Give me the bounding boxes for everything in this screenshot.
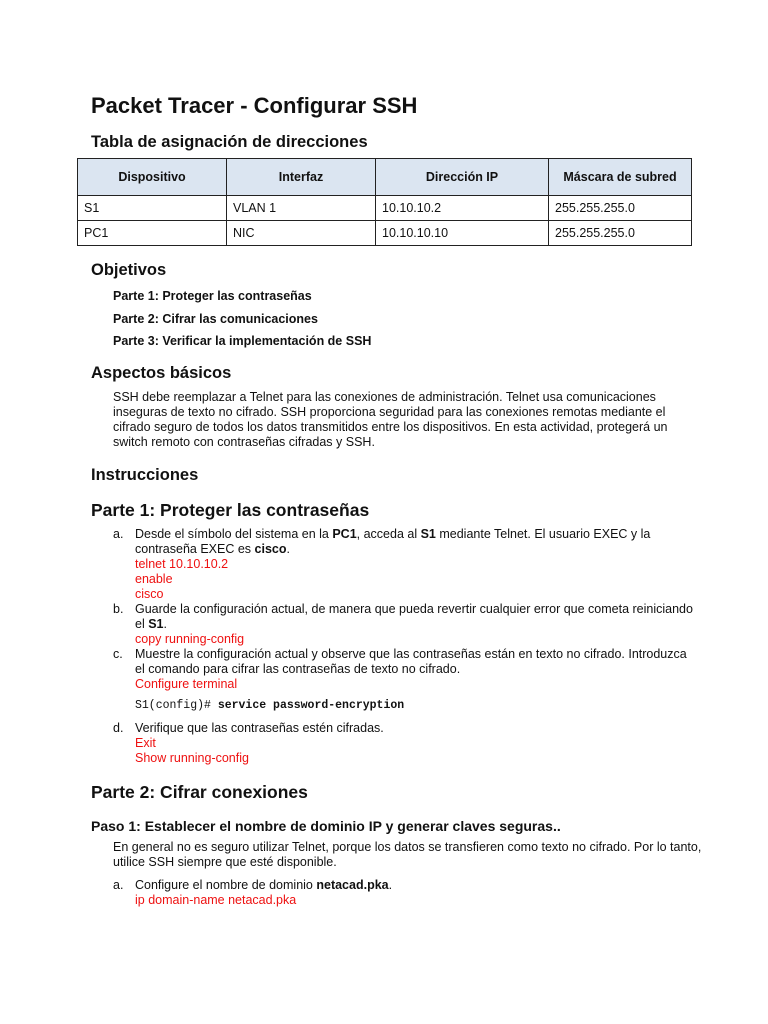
instructions-heading: Instrucciones xyxy=(91,466,199,484)
part1-heading: Parte 1: Proteger las contraseñas xyxy=(91,500,370,520)
step-text: Muestre la configuración actual y observe que las contraseñas están en texto no cifrado. Introduzca el comando para cifrar las contraseñas de texto no cifrado. xyxy=(135,647,687,676)
table-cell: 10.10.10.10 xyxy=(376,221,549,246)
table-cell: PC1 xyxy=(78,221,227,246)
step-label: d. xyxy=(113,721,124,735)
step-label: a. xyxy=(113,878,124,892)
table-cell: 255.255.255.0 xyxy=(549,221,692,246)
step-body xyxy=(135,602,695,647)
cli-prompt: S1(config)# xyxy=(135,699,218,712)
step-text: Verifique que las contraseñas estén cifradas. xyxy=(135,721,384,735)
table-row xyxy=(78,196,692,221)
header-cell: Interfaz xyxy=(227,159,376,196)
part2-heading: Parte 2: Cifrar conexiones xyxy=(91,782,308,802)
page-title: Packet Tracer - Configurar SSH xyxy=(91,93,418,118)
answer-line: Show running-config xyxy=(135,751,249,765)
cli-command: service password-encryption xyxy=(217,699,405,712)
background-text: SSH debe reemplazar a Telnet para las conexiones de administración. Telnet usa comunicaciones inseguras de texto no cifrado. SSH proporciona seguridad para las conexiones remotas mediante el cifrado seguro de todos los datos transmitidos entre los dispositivos. En esta actividad, protegerá un switch remoto con contraseñas cifradas y SSH. xyxy=(113,390,668,449)
table-cell: S1 xyxy=(78,196,227,221)
step-text: Guarde la configuración actual, de manera que pueda revertir cualquier error que cometa reiniciando el S1. xyxy=(135,602,693,631)
background-heading: Aspectos básicos xyxy=(91,364,232,382)
answer-line: enable xyxy=(135,572,173,586)
step-body xyxy=(135,527,695,602)
table-heading: Tabla de asignación de direcciones xyxy=(91,133,368,151)
objective-item: Parte 1: Proteger las contraseñas xyxy=(113,289,312,303)
answer-line: Exit xyxy=(135,736,156,750)
answer-line: Configure terminal xyxy=(135,677,238,691)
command-line xyxy=(135,698,695,713)
answer-line: cisco xyxy=(135,587,164,601)
table-cell: VLAN 1 xyxy=(227,196,376,221)
step-text: Desde el símbolo del sistema en la PC1, acceda al S1 mediante Telnet. El usuario EXEC y la contraseña EXEC es cisco. xyxy=(135,527,651,556)
part2-intro: En general no es seguro utilizar Telnet, porque los datos se transfieren como texto no cifrado. Por lo tanto, utilice SSH siempre que esté disponible. xyxy=(113,840,702,869)
answer-line: ip domain-name netacad.pka xyxy=(135,893,297,907)
answer-line: telnet 10.10.10.2 xyxy=(135,557,229,571)
table-header-row xyxy=(78,159,692,196)
table-row xyxy=(78,221,692,246)
step-text: Configure el nombre de dominio netacad.pka. xyxy=(135,878,393,892)
table-cell: 10.10.10.2 xyxy=(376,196,549,221)
step-label: b. xyxy=(113,602,124,616)
step-body xyxy=(135,721,695,766)
step-label: c. xyxy=(113,647,123,661)
header-cell: Máscara de subred xyxy=(549,159,692,196)
addressing-table xyxy=(77,158,692,246)
table-cell: NIC xyxy=(227,221,376,246)
answer-line: copy running-config xyxy=(135,632,245,646)
step-body xyxy=(135,647,695,713)
step1-heading: Paso 1: Establecer el nombre de dominio IP y generar claves seguras.. xyxy=(91,818,561,834)
header-cell: Dirección IP xyxy=(376,159,549,196)
objective-item: Parte 3: Verificar la implementación de SSH xyxy=(113,334,372,348)
objectives-heading: Objetivos xyxy=(91,261,167,279)
objectives-list xyxy=(113,288,371,356)
step-label: a. xyxy=(113,527,124,541)
objective-item: Parte 2: Cifrar las comunicaciones xyxy=(113,311,318,326)
table-cell: 255.255.255.0 xyxy=(549,196,692,221)
header-cell: Dispositivo xyxy=(78,159,227,196)
step-body xyxy=(135,878,695,908)
